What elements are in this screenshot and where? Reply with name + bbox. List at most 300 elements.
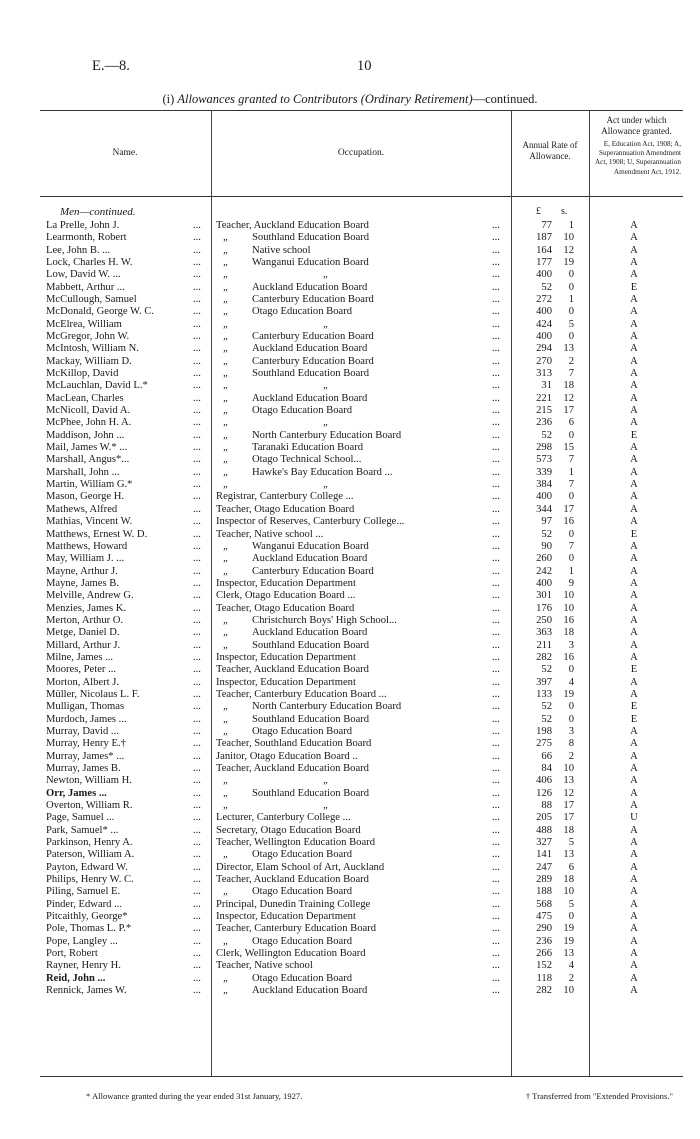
row-occupation [216, 578, 474, 590]
rate-pounds: 289 [536, 874, 552, 886]
act-code: A [630, 775, 638, 787]
leader-dots: ... [492, 948, 500, 960]
rate-shillings: 10 [563, 602, 574, 614]
leader-dots: ... [193, 355, 201, 367]
ditto-mark: „ [223, 466, 229, 478]
table-bottom-rule [40, 1076, 683, 1077]
leader-dots: ... [193, 651, 201, 663]
leader-dots: ... [193, 257, 201, 269]
rate-pounds: 31 [541, 380, 552, 392]
rate-shillings: 0 [568, 306, 574, 318]
rate-pounds: 52 [541, 429, 552, 441]
ditto-indent [216, 714, 252, 726]
ditto-indent [216, 985, 252, 997]
row-occupation [216, 627, 474, 639]
ditto-indent [216, 936, 252, 948]
ditto-indent [216, 331, 252, 343]
occupation-text: Registrar, Canterbury College ... [216, 491, 354, 503]
table-row [0, 677, 700, 689]
row-name: MacLean, Charles [46, 392, 124, 404]
rate-pounds: 488 [536, 824, 552, 836]
leader-dots: ... [193, 898, 201, 910]
leader-dots: ... [492, 886, 500, 898]
rate-pounds: 205 [536, 812, 552, 824]
occupation-text: Southland Education Board [252, 639, 370, 651]
leader-dots: ... [193, 701, 201, 713]
ditto-mark: „ [223, 565, 229, 577]
leader-dots: ... [492, 417, 500, 429]
act-code: A [630, 651, 638, 663]
row-name: Marshall, Angus*... [46, 454, 130, 466]
leader-dots: ... [193, 787, 201, 799]
occupation-ditto: „ [323, 269, 329, 281]
row-occupation [216, 603, 474, 615]
act-code: A [630, 503, 638, 515]
act-code: A [630, 577, 638, 589]
rate-pounds: 573 [536, 454, 552, 466]
occupation-text: Auckland Education Board [252, 281, 368, 293]
rate-shillings: 2 [568, 750, 574, 762]
row-occupation [216, 269, 474, 281]
row-occupation [216, 960, 474, 972]
leader-dots: ... [193, 713, 201, 725]
table-caption [0, 92, 700, 107]
ditto-indent [216, 368, 252, 380]
leader-dots: ... [492, 775, 500, 787]
leader-dots: ... [492, 540, 500, 552]
rate-pounds: 363 [536, 627, 552, 639]
row-name: Müller, Nicolaus L. F. [46, 688, 140, 700]
rate-shillings: 5 [568, 837, 574, 848]
ditto-mark: „ [223, 614, 229, 626]
occupation-text: Auckland Education Board [252, 343, 368, 355]
row-occupation [216, 541, 474, 553]
rate-shillings: 4 [568, 676, 574, 688]
occupation-text: Otago Education Board [252, 935, 353, 947]
leader-dots: ... [492, 935, 500, 947]
ditto-mark: „ [223, 442, 229, 454]
row-occupation [216, 491, 474, 503]
row-name: Pole, Thomas L. P.* [46, 923, 132, 935]
column-header-name: Name. [112, 148, 138, 158]
leader-dots: ... [492, 294, 500, 306]
row-occupation [216, 677, 474, 689]
table-row [0, 837, 700, 849]
rate-shillings: 0 [568, 281, 574, 293]
row-occupation [216, 294, 474, 306]
occupation-text: Christchurch Boys' High School... [252, 614, 397, 626]
row-occupation [216, 763, 474, 775]
rate-shillings: 19 [563, 923, 574, 935]
leader-dots: ... [492, 244, 500, 256]
rate-shillings: 6 [568, 861, 574, 873]
row-occupation [216, 911, 474, 923]
ditto-mark: „ [223, 281, 229, 293]
occupation-ditto: „ [323, 380, 329, 392]
leader-dots: ... [193, 602, 201, 614]
table-row [0, 479, 700, 491]
act-code: A [630, 837, 638, 848]
ditto-mark: „ [223, 269, 229, 281]
row-occupation [216, 874, 474, 886]
leader-dots: ... [193, 750, 201, 762]
rate-shillings: 1 [568, 466, 574, 478]
ditto-mark: „ [223, 244, 229, 256]
table-row [0, 652, 700, 664]
row-occupation [216, 529, 474, 541]
leader-dots: ... [492, 380, 500, 392]
leader-dots: ... [193, 380, 201, 392]
page-number: 10 [357, 58, 372, 74]
rate-shillings: 0 [568, 664, 574, 676]
act-code: A [630, 479, 638, 491]
ditto-mark: „ [223, 725, 229, 737]
leader-dots: ... [492, 454, 500, 466]
table-row [0, 491, 700, 503]
rate-pounds: 270 [536, 355, 552, 367]
ditto-indent [216, 467, 252, 479]
leader-dots: ... [492, 960, 500, 972]
row-name: Mathias, Vincent W. [46, 516, 133, 528]
table-row [0, 948, 700, 960]
occupation-ditto: „ [323, 318, 329, 330]
table-row [0, 800, 700, 812]
occupation-text: Inspector, Education Department [216, 651, 356, 663]
table-row [0, 751, 700, 763]
row-occupation [216, 220, 474, 232]
rate-shillings: 7 [568, 454, 574, 466]
table-row [0, 566, 700, 578]
leader-dots: ... [193, 874, 201, 886]
row-name: Payton, Edward W. [46, 861, 128, 873]
ditto-mark: „ [223, 849, 229, 861]
act-code: A [630, 516, 638, 528]
occupation-text: Otago Education Board [252, 725, 353, 737]
occupation-text: Auckland Education Board [252, 553, 368, 565]
rate-pounds: 400 [536, 269, 552, 281]
rate-shillings: 9 [568, 577, 574, 589]
leader-dots: ... [193, 688, 201, 700]
row-name: Orr, James ... [46, 787, 107, 799]
table-row [0, 245, 700, 257]
ditto-mark: „ [223, 306, 229, 318]
leader-dots: ... [492, 614, 500, 626]
leader-dots: ... [492, 491, 500, 503]
rate-pounds: 176 [536, 602, 552, 614]
ditto-indent [216, 257, 252, 269]
leader-dots: ... [193, 516, 201, 528]
rate-shillings: 0 [568, 713, 574, 725]
occupation-text: Southland Education Board [252, 713, 370, 725]
act-code: A [630, 590, 638, 602]
occupation-text: Secretary, Otago Education Board [216, 824, 361, 836]
ditto-mark: „ [223, 331, 229, 343]
leader-dots: ... [492, 972, 500, 984]
leader-dots: ... [193, 232, 201, 244]
table-row [0, 788, 700, 800]
rate-pounds: 118 [536, 972, 552, 984]
rate-pounds: 152 [536, 960, 552, 972]
rate-shillings: 17 [563, 799, 574, 811]
row-name: Morton, Albert J. [46, 676, 119, 688]
leader-dots: ... [193, 738, 201, 750]
table-row [0, 393, 700, 405]
row-occupation [216, 775, 474, 787]
ditto-mark: „ [223, 380, 229, 392]
row-name: Pitcaithly, George* [46, 911, 128, 923]
row-occupation [216, 319, 474, 331]
ditto-indent [216, 306, 252, 318]
leader-dots: ... [193, 540, 201, 552]
table-row [0, 590, 700, 602]
leader-dots: ... [492, 738, 500, 750]
act-code: A [630, 232, 638, 244]
column-header-act: Act under which Allowance granted. [601, 115, 672, 136]
row-occupation [216, 504, 474, 516]
leader-dots: ... [492, 664, 500, 676]
leader-dots: ... [492, 528, 500, 540]
row-occupation [216, 800, 474, 812]
leader-dots: ... [492, 701, 500, 713]
act-code: A [630, 318, 638, 330]
rate-pounds: 88 [541, 799, 552, 811]
act-code: E [630, 281, 638, 293]
occupation-text: Taranaki Education Board [252, 442, 364, 454]
row-name: McCullough, Samuel [46, 294, 137, 306]
footnote-star: * Allowance granted during the year ended 31st January, 1927. [86, 1091, 303, 1101]
occupation-text: Otago Education Board [252, 972, 353, 984]
rate-pounds: 397 [536, 676, 552, 688]
row-name: Pinder, Edward ... [46, 898, 123, 910]
row-name: Low, David W. ... [46, 269, 121, 281]
rate-shillings: 12 [563, 787, 574, 799]
leader-dots: ... [492, 762, 500, 774]
ditto-mark: „ [223, 429, 229, 441]
leader-dots: ... [492, 627, 500, 639]
leader-dots: ... [193, 985, 201, 997]
rate-pounds: 313 [536, 368, 552, 380]
rate-pounds: 275 [536, 738, 552, 750]
rate-shillings: 10 [563, 232, 574, 244]
act-code: A [630, 614, 638, 626]
row-occupation [216, 849, 474, 861]
ditto-mark: „ [223, 553, 229, 565]
header-bottom-rule [40, 196, 683, 197]
leader-dots: ... [492, 799, 500, 811]
table-row [0, 417, 700, 429]
row-occupation [216, 430, 474, 442]
table-row [0, 936, 700, 948]
occupation-text: Hawke's Bay Education Board ... [252, 466, 393, 478]
row-name: Martin, William G.* [46, 479, 133, 491]
row-occupation [216, 454, 474, 466]
rate-pounds: 250 [536, 614, 552, 626]
act-code: A [630, 355, 638, 367]
leader-dots: ... [193, 762, 201, 774]
row-occupation [216, 405, 474, 417]
occupation-ditto: „ [323, 479, 329, 491]
ditto-mark: „ [223, 799, 229, 811]
leader-dots: ... [492, 639, 500, 651]
row-name: Merton, Arthur O. [46, 614, 124, 626]
leader-dots: ... [193, 479, 201, 491]
act-code: A [630, 923, 638, 935]
leader-dots: ... [492, 429, 500, 441]
rate-shillings: 0 [568, 553, 574, 565]
act-code: A [630, 861, 638, 873]
row-occupation [216, 923, 474, 935]
rate-shillings: 2 [568, 355, 574, 367]
act-code: A [630, 294, 638, 306]
row-occupation [216, 479, 474, 491]
act-code: U [630, 812, 638, 824]
rate-pounds: 266 [536, 948, 552, 960]
rate-shillings: 10 [563, 762, 574, 774]
row-name: Mail, James W.* ... [46, 442, 128, 454]
act-code: A [630, 343, 638, 355]
table-row [0, 467, 700, 479]
occupation-text: Southland Education Board [252, 232, 370, 244]
row-occupation [216, 442, 474, 454]
occupation-text: Lecturer, Canterbury College ... [216, 812, 351, 824]
ditto-indent [216, 615, 252, 627]
row-name: Piling, Samuel E. [46, 886, 121, 898]
occupation-text: Principal, Dunedin Training College [216, 898, 371, 910]
leader-dots: ... [193, 627, 201, 639]
act-code: E [630, 713, 638, 725]
row-occupation [216, 245, 474, 257]
document-reference: E.—8. [92, 58, 130, 74]
leader-dots: ... [193, 923, 201, 935]
ditto-indent [216, 442, 252, 454]
rate-pounds: 188 [536, 886, 552, 898]
rate-pounds: 52 [541, 664, 552, 676]
act-code: A [630, 676, 638, 688]
act-code: A [630, 688, 638, 700]
leader-dots: ... [193, 417, 201, 429]
row-name: Milne, James ... [46, 651, 114, 663]
occupation-text: Director, Elam School of Art, Auckland [216, 861, 385, 873]
leader-dots: ... [193, 725, 201, 737]
act-code: A [630, 911, 638, 923]
leader-dots: ... [193, 614, 201, 626]
occupation-text: Canterbury Education Board [252, 565, 374, 577]
rate-pounds: 344 [536, 503, 552, 515]
leader-dots: ... [492, 355, 500, 367]
row-occupation [216, 714, 474, 726]
ditto-mark: „ [223, 701, 229, 713]
table-row [0, 973, 700, 985]
rate-pounds: 177 [536, 257, 552, 269]
row-occupation [216, 886, 474, 898]
leader-dots: ... [492, 874, 500, 886]
rate-shillings: 13 [563, 343, 574, 355]
rate-pounds: 187 [536, 232, 552, 244]
ditto-mark: „ [223, 232, 229, 244]
row-occupation [216, 652, 474, 664]
row-occupation [216, 837, 474, 849]
rate-shillings: 0 [568, 429, 574, 441]
table-row [0, 553, 700, 565]
row-occupation [216, 664, 474, 676]
rate-shillings: 5 [568, 318, 574, 330]
occupation-text: North Canterbury Education Board [252, 701, 402, 713]
unit-shilling: s. [561, 206, 568, 217]
act-code: A [630, 392, 638, 404]
rate-pounds: 290 [536, 923, 552, 935]
row-name: Port, Robert [46, 948, 98, 960]
table-row [0, 516, 700, 528]
rate-shillings: 0 [568, 528, 574, 540]
ditto-indent [216, 356, 252, 368]
rate-pounds: 294 [536, 343, 552, 355]
act-code: A [630, 824, 638, 836]
row-name: Matthews, Howard [46, 540, 128, 552]
rate-pounds: 475 [536, 911, 552, 923]
table-row [0, 319, 700, 331]
leader-dots: ... [492, 516, 500, 528]
occupation-text: Otago Education Board [252, 306, 353, 318]
ditto-mark: „ [223, 368, 229, 380]
table-row [0, 282, 700, 294]
table-row [0, 368, 700, 380]
rate-shillings: 3 [568, 725, 574, 737]
ditto-indent [216, 282, 252, 294]
rate-shillings: 10 [563, 985, 574, 997]
table-row [0, 269, 700, 281]
act-code: A [630, 738, 638, 750]
leader-dots: ... [193, 824, 201, 836]
row-name: May, William J. ... [46, 553, 125, 565]
ditto-mark: „ [223, 775, 229, 787]
leader-dots: ... [193, 528, 201, 540]
row-occupation [216, 516, 474, 528]
row-name: Learmonth, Robert [46, 232, 127, 244]
rate-shillings: 0 [568, 911, 574, 923]
leader-dots: ... [492, 849, 500, 861]
table-row [0, 985, 700, 997]
rate-shillings: 13 [563, 775, 574, 787]
rate-pounds: 211 [536, 639, 552, 651]
row-occupation [216, 306, 474, 318]
row-name: Rayner, Henry H. [46, 960, 121, 972]
act-code: A [630, 331, 638, 343]
rate-pounds: 272 [536, 294, 552, 306]
rate-pounds: 133 [536, 688, 552, 700]
leader-dots: ... [193, 503, 201, 515]
row-occupation [216, 380, 474, 392]
table-row [0, 960, 700, 972]
ditto-indent [216, 232, 252, 244]
act-code: A [630, 787, 638, 799]
rate-pounds: 141 [536, 849, 552, 861]
occupation-text: Native school [252, 244, 311, 256]
row-name: McIntosh, William N. [46, 343, 139, 355]
row-name: Park, Samuel* ... [46, 824, 119, 836]
act-code: A [630, 750, 638, 762]
act-code: A [630, 799, 638, 811]
occupation-text: Teacher, Auckland Education Board [216, 874, 369, 886]
rate-pounds: 52 [541, 281, 552, 293]
act-code: A [630, 762, 638, 774]
act-code: A [630, 269, 638, 281]
rate-pounds: 84 [541, 762, 552, 774]
leader-dots: ... [492, 861, 500, 873]
leader-dots: ... [492, 269, 500, 281]
caption-suffix: —continued. [472, 92, 538, 106]
footnote-dagger: † Transferred from "Extended Provisions." [525, 1091, 673, 1101]
rate-pounds: 568 [536, 898, 552, 910]
